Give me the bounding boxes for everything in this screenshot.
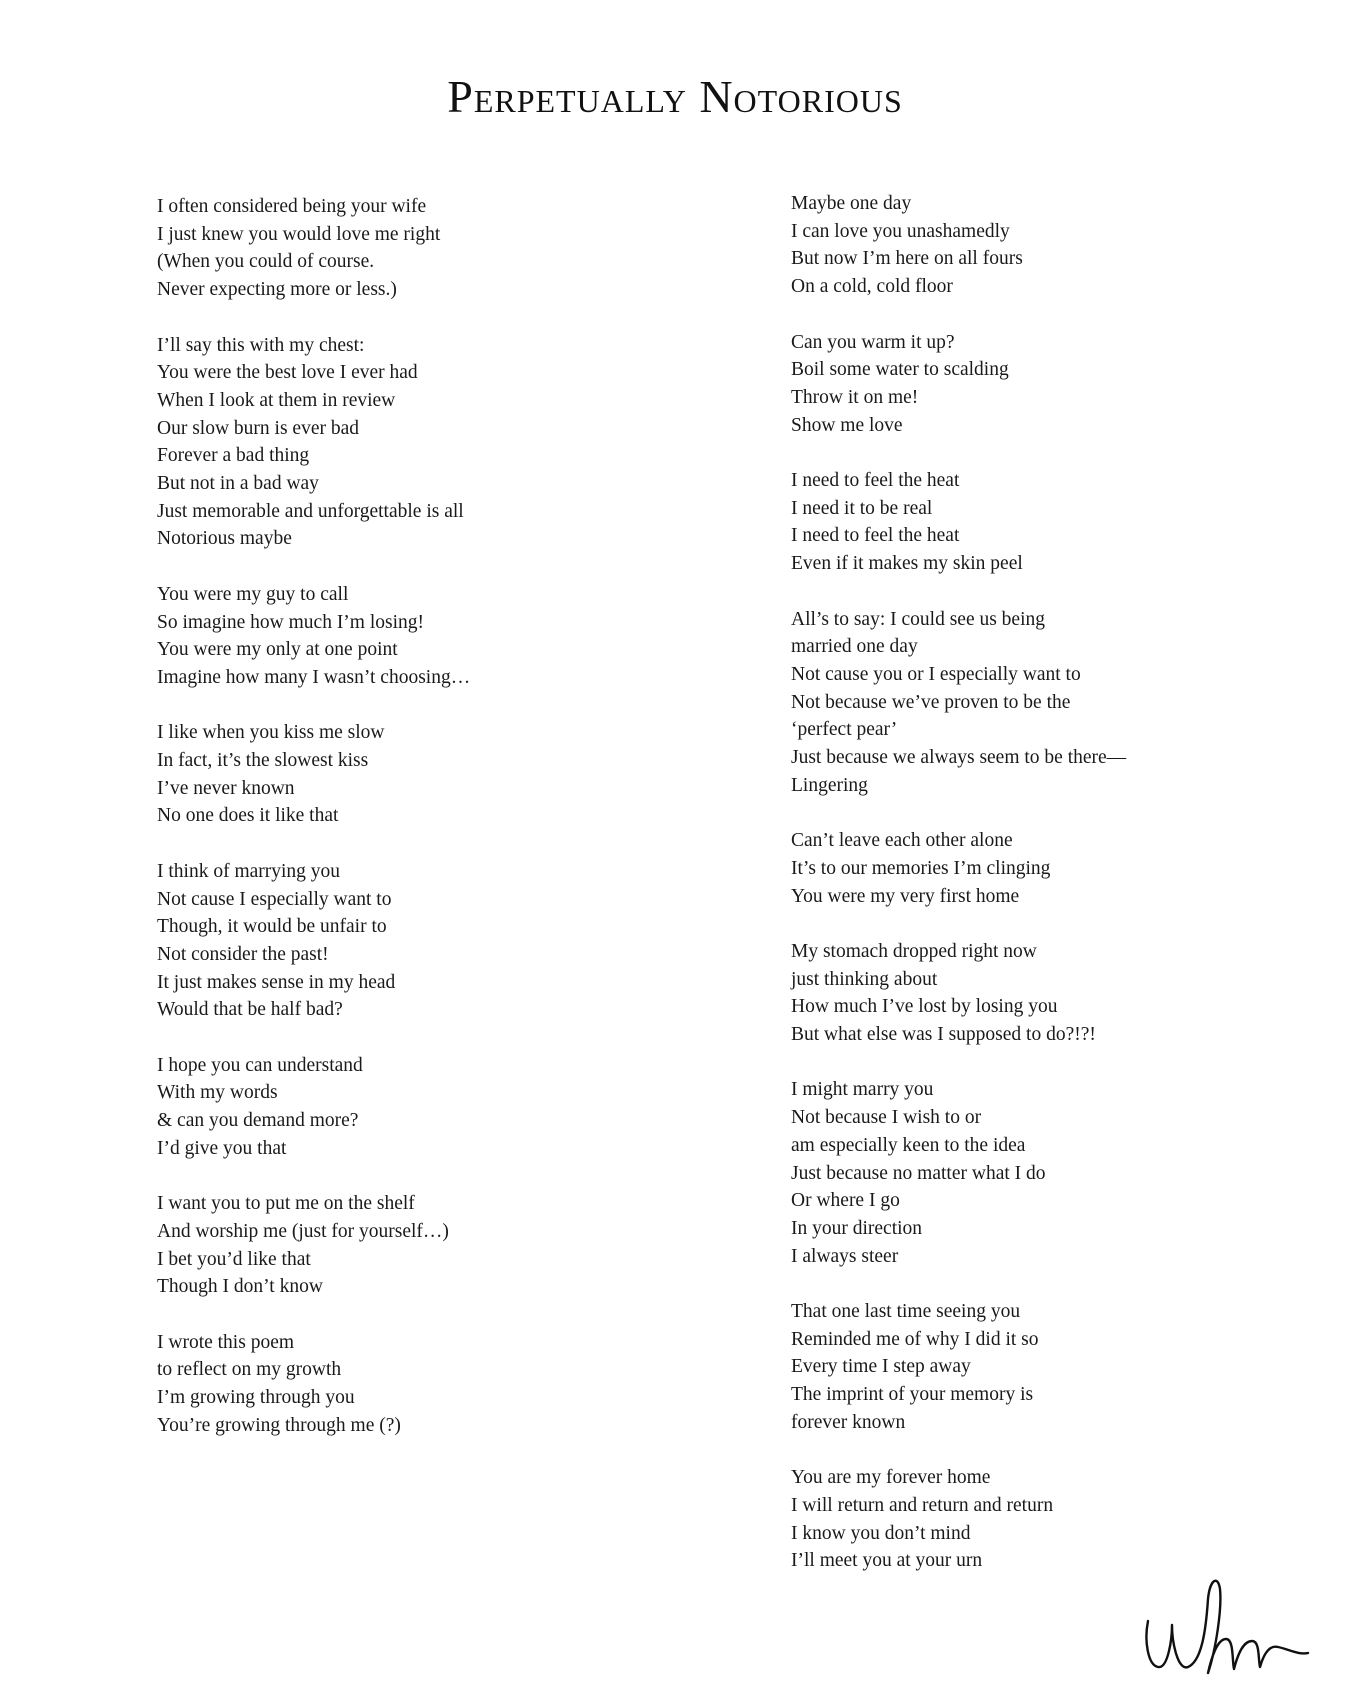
poem-line: I might marry you xyxy=(791,1079,934,1101)
poem-line: Not cause you or I especially want to xyxy=(791,663,1081,685)
stanza xyxy=(791,329,1350,440)
poem-line: My stomach dropped right now xyxy=(791,940,1037,962)
poem-line: You were my guy to call xyxy=(157,583,349,605)
poem-line: On a cold, cold floor xyxy=(791,276,953,298)
poem-line: Can’t leave each other alone xyxy=(791,830,1013,852)
stanza xyxy=(157,719,717,830)
poem-line: I’ll meet you at your urn xyxy=(791,1550,983,1572)
poem-line: I often considered being your wife xyxy=(157,196,427,217)
poem-line: just thinking about xyxy=(791,968,938,990)
poem-line: I can love you unashamedly xyxy=(791,220,1010,242)
stanza xyxy=(791,938,1350,1049)
poem-line: I will return and return and return xyxy=(791,1494,1054,1516)
poem-line: to reflect on my growth xyxy=(157,1359,342,1381)
poem-line: You are my forever home xyxy=(791,1467,991,1489)
poem-line: You were my only at one point xyxy=(157,639,398,661)
poem-line: Would that be half bad? xyxy=(157,999,343,1021)
poem-line: I always steer xyxy=(791,1245,899,1267)
stanza xyxy=(791,1076,1350,1270)
stanza xyxy=(157,858,717,1024)
poem-line: How much I’ve lost by losing you xyxy=(791,996,1058,1018)
poem-line: I just knew you would love me right xyxy=(157,223,441,245)
poem-column-right xyxy=(791,190,1350,1603)
poem-line: In your direction xyxy=(791,1217,923,1239)
poem-line: The imprint of your memory is xyxy=(791,1384,1034,1406)
poem-line: I like when you kiss me slow xyxy=(157,722,385,744)
poem-line: I hope you can understand xyxy=(157,1054,363,1076)
poem-line: forever known xyxy=(791,1411,906,1433)
poem-line: Show me love xyxy=(791,414,903,436)
poem-line: That one last time seeing you xyxy=(791,1301,1021,1323)
poem-line: Imagine how many I wasn’t choosing… xyxy=(157,666,471,688)
stanza xyxy=(157,581,717,692)
poem-line: It’s to our memories I’m clinging xyxy=(791,857,1051,879)
poem-line: You were my very first home xyxy=(791,885,1020,907)
poem-line: ‘perfect pear’ xyxy=(791,719,898,741)
poem-line: Every time I step away xyxy=(791,1356,971,1378)
poem-line: Never expecting more or less.) xyxy=(157,279,397,301)
stanza xyxy=(791,1464,1350,1575)
poem-line: I know you don’t mind xyxy=(791,1522,971,1544)
poem-line: Just because no matter what I do xyxy=(791,1162,1046,1184)
poem-line: I want you to put me on the shelf xyxy=(157,1193,415,1215)
stanza xyxy=(791,606,1350,800)
poem-line: I need to feel the heat xyxy=(791,525,960,547)
poem-line: Throw it on me! xyxy=(791,386,919,408)
poem-line: Notorious maybe xyxy=(157,528,292,550)
poem-line: I bet you’d like that xyxy=(157,1248,311,1270)
poem-line: In fact, it’s the slowest kiss xyxy=(157,750,369,772)
poem-line: Though, it would be unfair to xyxy=(157,916,387,938)
stanza xyxy=(157,1052,717,1163)
poem-line: Just because we always seem to be there— xyxy=(791,747,1127,769)
poem-line: All’s to say: I could see us being xyxy=(791,608,1046,630)
stanza xyxy=(791,190,1350,301)
poem-line: I’ve never known xyxy=(157,777,295,799)
poem-line: Just memorable and unforgettable is all xyxy=(157,500,464,522)
poem-line: Boil some water to scalding xyxy=(791,359,1009,381)
poem-line: You were the best love I ever had xyxy=(157,362,418,384)
poem-line: I wrote this poem xyxy=(157,1331,295,1353)
poem-line: But now I’m here on all fours xyxy=(791,248,1023,270)
poem-line: I’ll say this with my chest: xyxy=(157,334,365,356)
stanza xyxy=(157,1190,717,1301)
poem-line: Forever a bad thing xyxy=(157,445,310,467)
stanza xyxy=(791,1298,1350,1437)
poem-line: So imagine how much I’m losing! xyxy=(157,611,425,633)
poem-line: I need to feel the heat xyxy=(791,470,960,491)
poem-line: Not because we’ve proven to be the xyxy=(791,691,1071,713)
poem-title: Perpetually Notorious xyxy=(447,71,903,122)
poem-line: Lingering xyxy=(791,774,868,796)
poem-line: Or where I go xyxy=(791,1190,900,1212)
poem-line: Not consider the past! xyxy=(157,943,329,965)
poem-line: No one does it like that xyxy=(157,805,339,827)
poem-line: It just makes sense in my head xyxy=(157,971,396,993)
stanza xyxy=(157,193,717,304)
poem-line: I need it to be real xyxy=(791,497,933,519)
poem-line: Not cause I especially want to xyxy=(157,888,392,910)
signature-icon xyxy=(1142,1569,1312,1679)
poem-line: I’d give you that xyxy=(157,1137,287,1159)
poem-line: When I look at them in review xyxy=(157,389,396,411)
poem-line: Reminded me of why I did it so xyxy=(791,1328,1039,1350)
poem-line: & can you demand more? xyxy=(157,1110,359,1132)
stanza xyxy=(157,332,717,554)
poem-line: And worship me (just for yourself…) xyxy=(157,1220,449,1242)
poem-line: With my words xyxy=(157,1082,278,1104)
poem-line: Our slow burn is ever bad xyxy=(157,417,359,439)
poem-line: I think of marrying you xyxy=(157,860,341,882)
poem-line: Can you warm it up? xyxy=(791,331,955,353)
poem-column-left xyxy=(157,193,717,1467)
stanza xyxy=(791,827,1350,910)
poem-line: (When you could of course. xyxy=(157,251,375,273)
poem-line: Maybe one day xyxy=(791,193,912,214)
poem-line: Though I don’t know xyxy=(157,1276,323,1298)
poem-line: But not in a bad way xyxy=(157,473,319,495)
poem-line: am especially keen to the idea xyxy=(791,1134,1026,1156)
poem-line: married one day xyxy=(791,636,918,658)
poem-line: But what else was I supposed to do?!?! xyxy=(791,1024,1096,1046)
poem-line: Not because I wish to or xyxy=(791,1107,982,1129)
stanza xyxy=(791,467,1350,578)
poem-line: Even if it makes my skin peel xyxy=(791,553,1023,575)
poem-line: I’m growing through you xyxy=(157,1387,355,1409)
stanza xyxy=(157,1329,717,1440)
poem-line: You’re growing through me (?) xyxy=(157,1414,401,1436)
